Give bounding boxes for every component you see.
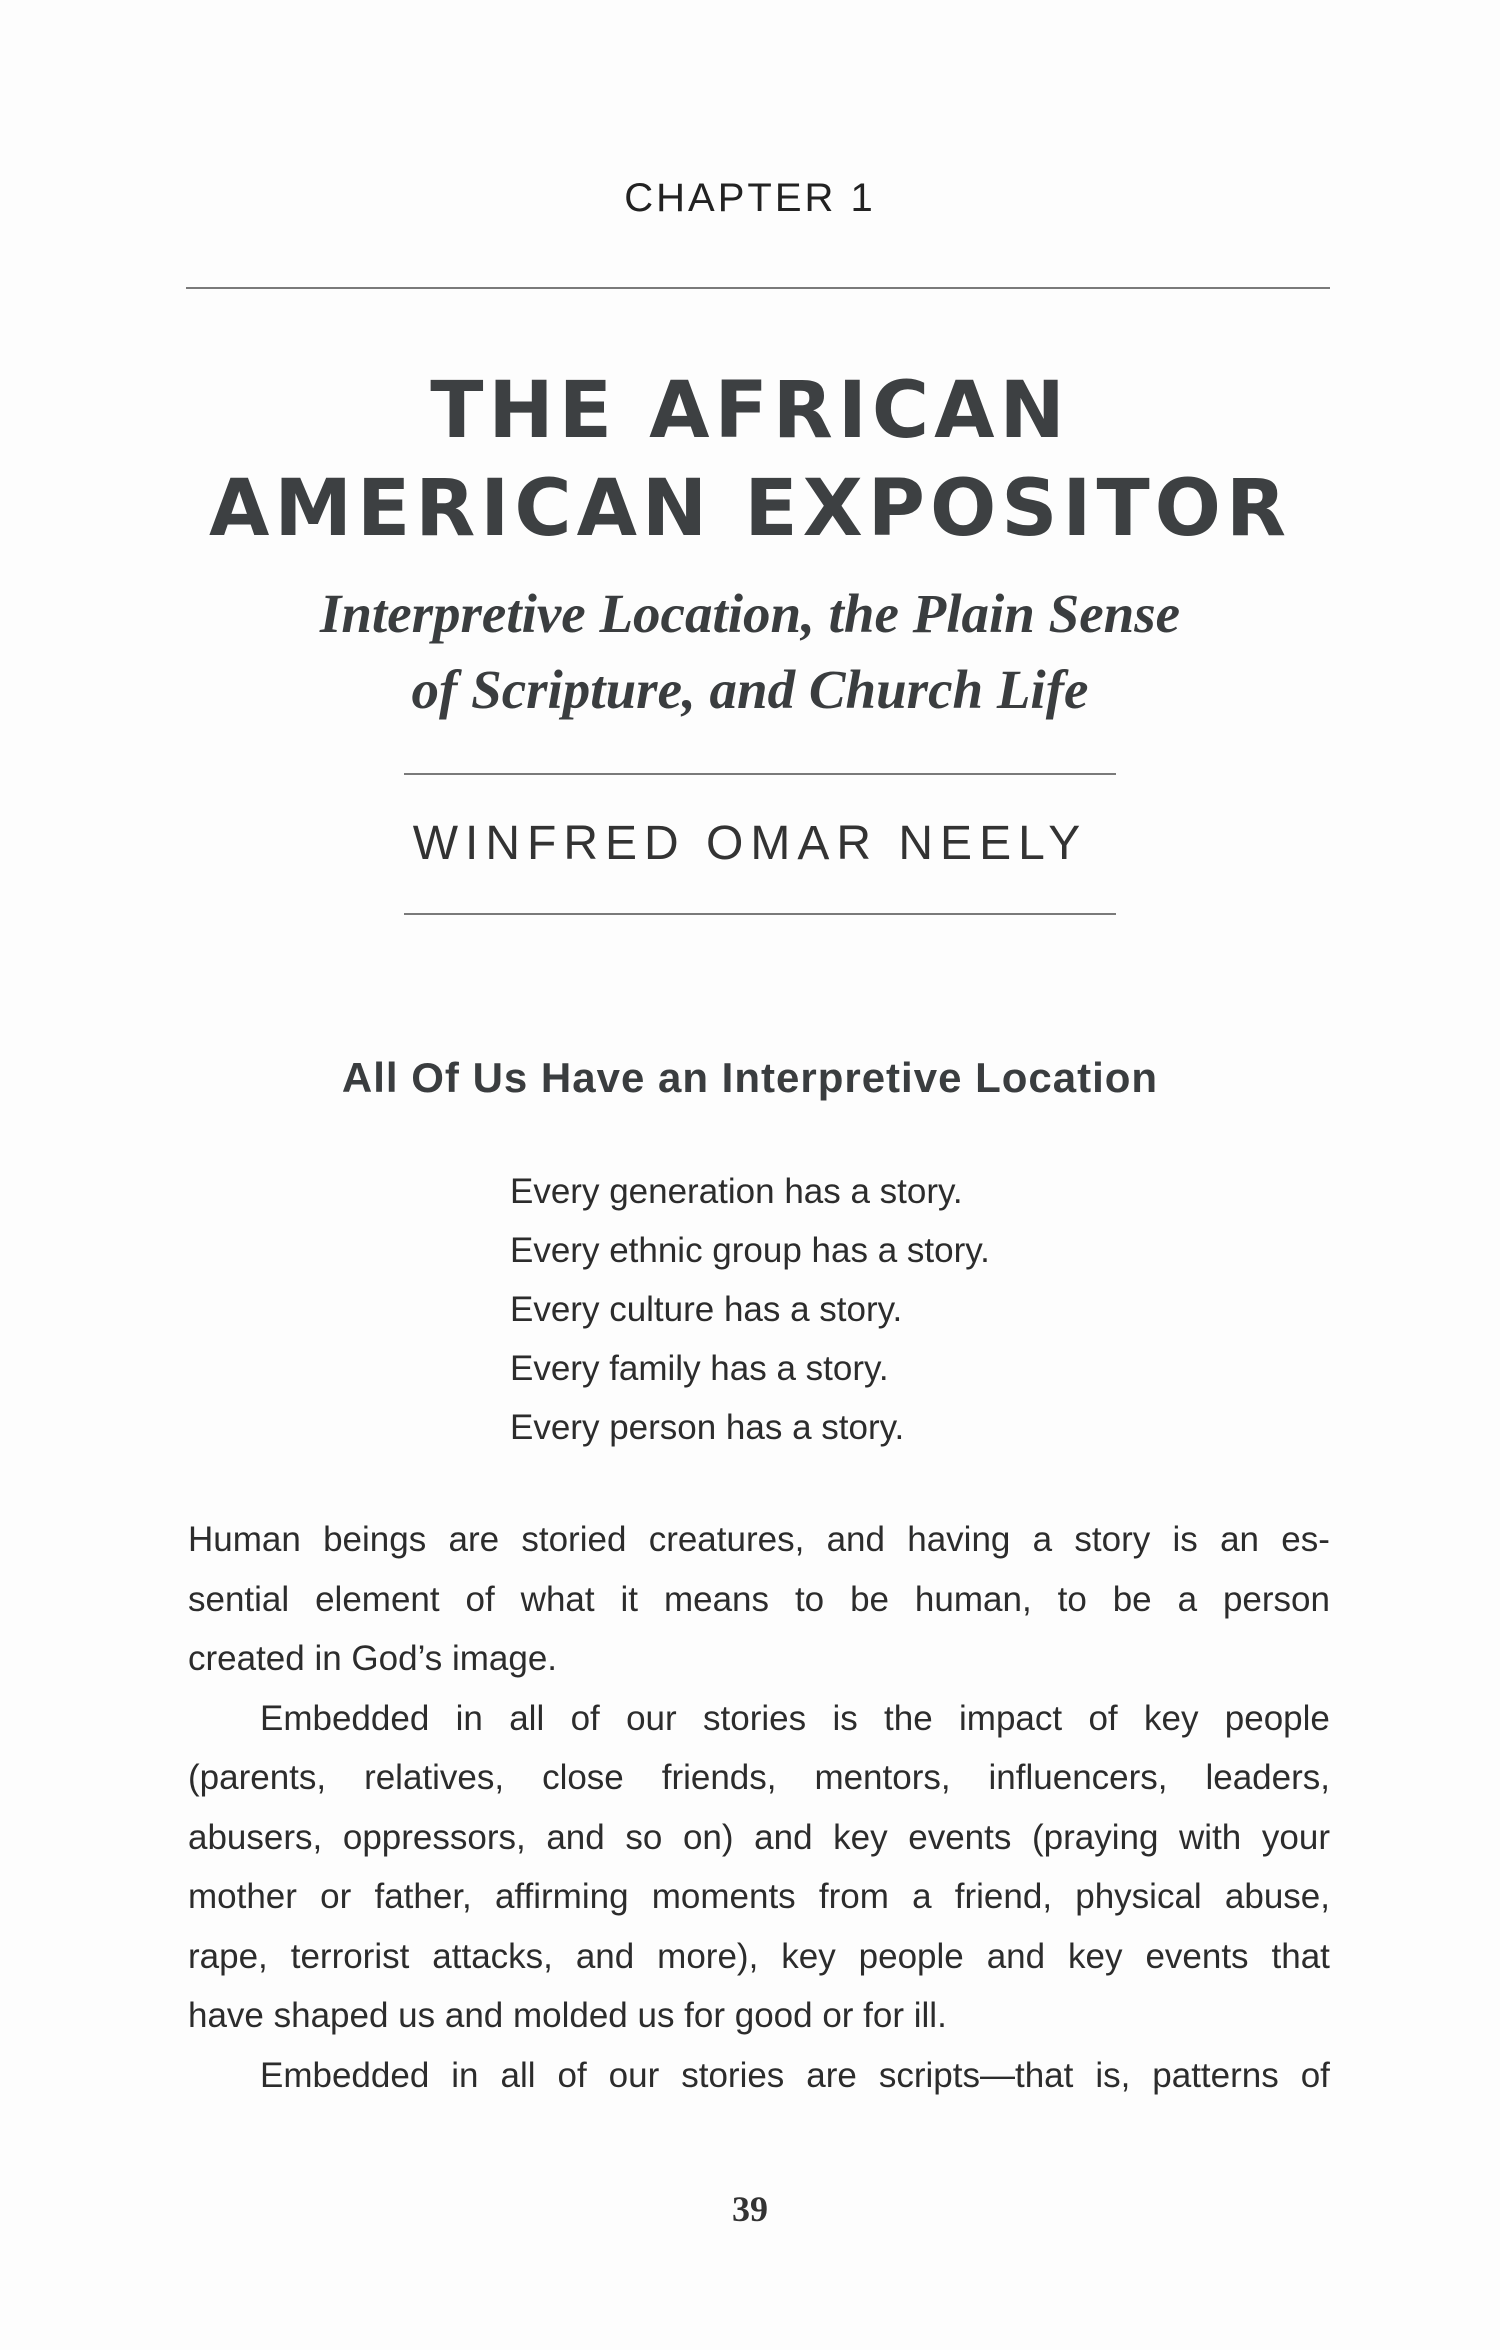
word: scripts—that bbox=[878, 2055, 1074, 2095]
word: key bbox=[1068, 1936, 1123, 1976]
word: what bbox=[520, 1579, 595, 1619]
word: human, bbox=[914, 1579, 1032, 1619]
word: key bbox=[1143, 1698, 1199, 1738]
word: are bbox=[448, 1520, 500, 1559]
section-heading: All Of Us Have an Interpretive Location bbox=[341, 1054, 1159, 1101]
word: element bbox=[315, 1579, 440, 1619]
body-line bbox=[188, 1808, 1330, 1868]
poem-line: Every ethnic group has a story. bbox=[510, 1231, 990, 1270]
word: and bbox=[754, 1817, 813, 1857]
word: it bbox=[620, 1579, 639, 1619]
word: impact bbox=[959, 1698, 1063, 1738]
word: so bbox=[625, 1817, 663, 1857]
word: to bbox=[794, 1579, 825, 1619]
author-divider-top bbox=[404, 773, 1116, 775]
word: Human bbox=[188, 1520, 301, 1559]
word: and bbox=[575, 1936, 635, 1976]
word: of bbox=[1088, 1698, 1118, 1738]
word: your bbox=[1261, 1817, 1330, 1857]
body-line: created in God’s image. bbox=[188, 1639, 558, 1678]
word: a bbox=[1032, 1520, 1053, 1559]
word: relatives, bbox=[364, 1758, 505, 1797]
word: attacks, bbox=[432, 1936, 553, 1976]
word: the bbox=[884, 1698, 933, 1738]
word: are bbox=[806, 2055, 857, 2095]
chapter-label: CHAPTER 1 bbox=[624, 176, 876, 220]
word: be bbox=[850, 1579, 889, 1619]
word: in bbox=[451, 2055, 479, 2095]
word: and bbox=[546, 1817, 605, 1857]
word: abuse, bbox=[1224, 1877, 1330, 1916]
word: people bbox=[1224, 1698, 1330, 1738]
word: in bbox=[455, 1698, 483, 1738]
author-divider-bottom bbox=[404, 913, 1116, 915]
body-line bbox=[188, 2046, 1330, 2106]
word: that bbox=[1271, 1936, 1330, 1976]
word: oppressors, bbox=[342, 1817, 526, 1857]
word: having bbox=[907, 1520, 1011, 1559]
word: affirming bbox=[494, 1877, 629, 1916]
word: Embedded bbox=[260, 2055, 430, 2095]
word: of bbox=[557, 2055, 587, 2095]
word: creatures, bbox=[648, 1520, 805, 1559]
word: more), bbox=[657, 1936, 759, 1976]
poem-stanza bbox=[510, 1162, 990, 1457]
word: story bbox=[1074, 1520, 1151, 1559]
body-line bbox=[188, 1570, 1330, 1630]
word: moments bbox=[651, 1877, 796, 1916]
word: a bbox=[1177, 1579, 1198, 1619]
word: is bbox=[1172, 1520, 1198, 1559]
body-line bbox=[188, 1689, 1330, 1749]
word: is, bbox=[1095, 2055, 1131, 2095]
chapter-subtitle-line-2: of Scripture, and Church Life bbox=[411, 659, 1089, 720]
word: and bbox=[826, 1520, 885, 1559]
word: our bbox=[626, 1698, 677, 1738]
chapter-subtitle-line-1: Interpretive Location, the Plain Sense bbox=[319, 583, 1181, 644]
word: on) bbox=[682, 1817, 734, 1857]
body-line bbox=[188, 1927, 1330, 1987]
word: influencers, bbox=[988, 1758, 1168, 1797]
word: events bbox=[1145, 1936, 1249, 1976]
word: all bbox=[500, 2055, 536, 2095]
chapter-subtitle bbox=[0, 576, 1500, 728]
body-line bbox=[188, 1867, 1330, 1927]
justified-line bbox=[188, 1927, 1330, 1987]
justified-line bbox=[188, 1748, 1330, 1808]
word: an bbox=[1220, 1520, 1259, 1559]
word: all bbox=[509, 1698, 545, 1738]
word: mentors, bbox=[814, 1758, 951, 1797]
word: a bbox=[912, 1877, 932, 1916]
body-line bbox=[188, 1748, 1330, 1808]
page-number: 39 bbox=[732, 2189, 768, 2229]
word: sential bbox=[188, 1579, 290, 1619]
body-line bbox=[188, 1510, 1330, 1570]
justified-line bbox=[188, 1510, 1330, 1570]
word: is bbox=[832, 1698, 858, 1738]
poem-line: Every generation has a story. bbox=[510, 1172, 963, 1211]
word: key bbox=[833, 1817, 888, 1857]
word: events bbox=[908, 1817, 1012, 1857]
word: close bbox=[542, 1758, 624, 1797]
word: (parents, bbox=[188, 1758, 327, 1797]
word: friends, bbox=[661, 1758, 777, 1797]
word: of bbox=[465, 1579, 495, 1619]
word: means bbox=[663, 1579, 770, 1619]
chapter-title-line-2: AMERICAN EXPOSITOR bbox=[208, 464, 1292, 554]
word: (praying bbox=[1031, 1817, 1159, 1857]
poem-line: Every family has a story. bbox=[510, 1349, 889, 1388]
word: person bbox=[1222, 1579, 1330, 1619]
word: mother bbox=[188, 1877, 297, 1916]
poem-line: Every culture has a story. bbox=[510, 1290, 903, 1329]
justified-line bbox=[260, 1689, 1330, 1749]
word: storied bbox=[521, 1520, 627, 1559]
word: friend, bbox=[954, 1877, 1053, 1916]
word: from bbox=[818, 1877, 889, 1916]
word: to bbox=[1057, 1579, 1087, 1619]
word: patterns bbox=[1152, 2055, 1279, 2095]
word: beings bbox=[323, 1520, 427, 1559]
word: Embedded bbox=[260, 1698, 430, 1738]
word: our bbox=[608, 2055, 660, 2095]
word: father, bbox=[374, 1877, 472, 1916]
chapter-title-line-1: THE AFRICAN bbox=[430, 366, 1070, 456]
poem-line: Every person has a story. bbox=[510, 1408, 905, 1447]
word: or bbox=[320, 1877, 352, 1916]
top-divider bbox=[186, 287, 1330, 289]
word: be bbox=[1112, 1579, 1152, 1619]
word: leaders, bbox=[1205, 1758, 1330, 1797]
word: es- bbox=[1281, 1520, 1330, 1559]
word: of bbox=[570, 1698, 600, 1738]
author-name: WINFRED OMAR NEELY bbox=[412, 817, 1088, 870]
word: stories bbox=[681, 2055, 785, 2095]
word: with bbox=[1179, 1817, 1242, 1857]
word: physical bbox=[1075, 1877, 1202, 1916]
word: key bbox=[781, 1936, 836, 1976]
body-line: have shaped us and molded us for good or for ill. bbox=[188, 1996, 947, 2035]
word: terrorist bbox=[290, 1936, 410, 1976]
justified-line bbox=[188, 1867, 1330, 1927]
word: people bbox=[858, 1936, 964, 1976]
body-text bbox=[188, 1510, 1330, 2105]
justified-line bbox=[260, 2046, 1330, 2106]
word: and bbox=[986, 1936, 1046, 1976]
justified-line bbox=[188, 1570, 1330, 1630]
word: rape, bbox=[188, 1936, 268, 1976]
word: of bbox=[1300, 2055, 1330, 2095]
word: stories bbox=[703, 1698, 807, 1738]
justified-line bbox=[188, 1808, 1330, 1868]
chapter-title bbox=[0, 362, 1500, 558]
word: abusers, bbox=[188, 1817, 323, 1857]
